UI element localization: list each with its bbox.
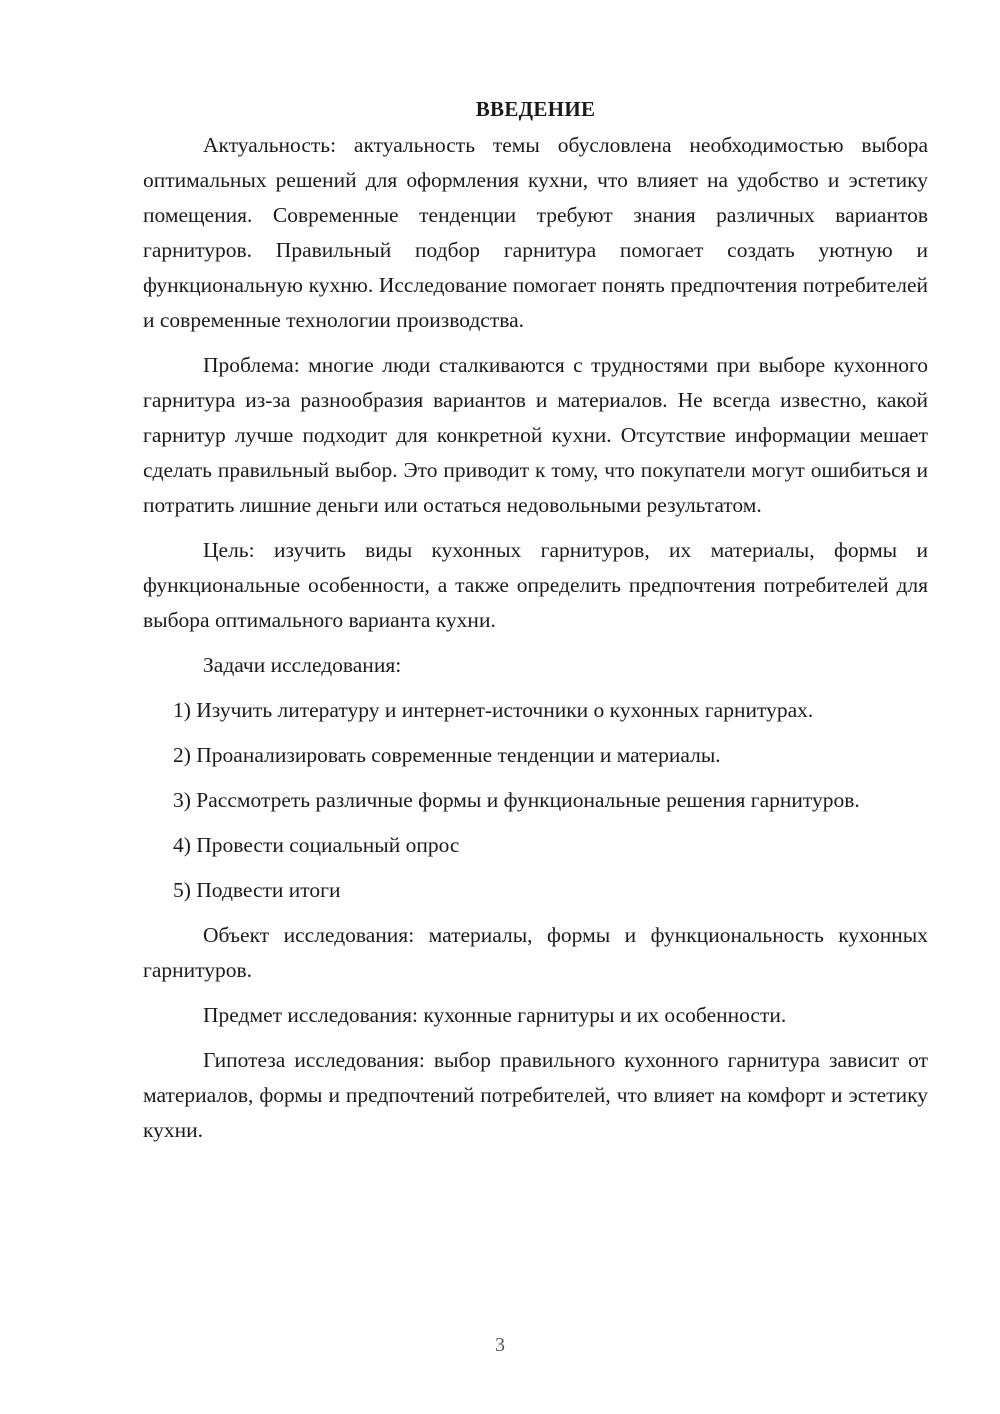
object-paragraph: Объект исследования: материалы, формы и функциональность кухонных гарнитуров. xyxy=(143,923,928,982)
problem-paragraph: Проблема: многие люди сталкиваются с трудностями при выборе кухонного гарнитура из-за разнообразия вариантов и материалов. Не всегда известно, какой гарнитур лучше подходит для конкретной кухни. Отсутствие информации мешает сделать правильный выбор. Это приводит к тому, что покупатели могут ошибиться и потратить лишние деньги или остаться недовольными результатом. xyxy=(143,353,928,517)
task-item-1: 1) Изучить литературу и интернет-источники о кухонных гарнитурах. xyxy=(173,698,814,722)
task-item-4: 4) Провести социальный опрос xyxy=(173,833,460,857)
relevance-paragraph: Актуальность: актуальность темы обусловлена необходимостью выбора оптимальных решений для оформления кухни, что влияет на удобство и эстетику помещения. Современные тенденции требуют знания различных вариантов гарнитуров. Правильный подбор гарнитура помогает создать уютную и функциональную кухню. Исследование помогает понять предпочтения потребителей и современные технологии производства. xyxy=(143,133,928,332)
goal-paragraph: Цель: изучить виды кухонных гарнитуров, их материалы, формы и функциональные особенности, а также определить предпочтения потребителей для выбора оптимального варианта кухни. xyxy=(143,538,928,632)
document-page xyxy=(143,92,928,1158)
tasks-title: Задачи исследования: xyxy=(203,653,402,677)
task-item-5: 5) Подвести итоги xyxy=(173,878,341,902)
task-item-3: 3) Рассмотреть различные формы и функциональные решения гарнитуров. xyxy=(173,788,860,812)
hypothesis-paragraph: Гипотеза исследования: выбор правильного кухонного гарнитура зависит от материалов, формы и предпочтений потребителей, что влияет на комфорт и эстетику кухни. xyxy=(143,1048,928,1142)
task-item-2: 2) Проанализировать современные тенденции и материалы. xyxy=(173,743,721,767)
section-heading: ВВЕДЕНИЕ xyxy=(475,97,596,121)
subject-paragraph: Предмет исследования: кухонные гарнитуры и их особенности. xyxy=(203,1003,787,1027)
page-number: 3 xyxy=(495,1334,505,1356)
